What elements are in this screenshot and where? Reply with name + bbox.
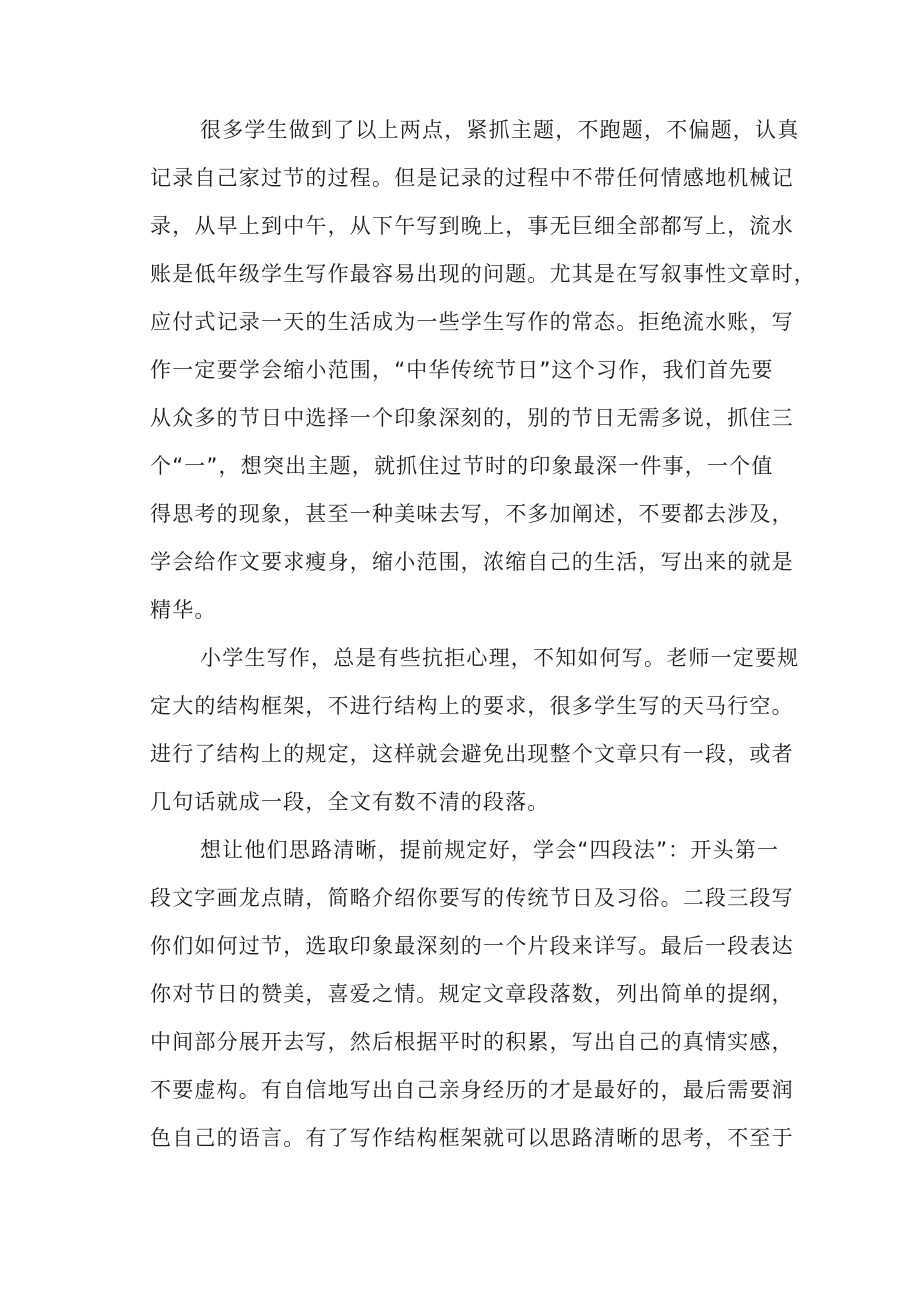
paragraph-2-line-3: 进行了结构上的规定，这样就会避免出现整个文章只有一段，或者 [150,742,794,766]
paragraph-1-line-1: 很多学生做到了以上两点，紧抓主题，不跑题，不偏题，认真 [200,118,800,142]
paragraph-1-line-8: 个“一”，想突出主题，就抓住过节时的印象最深一件事，一个值 [150,454,774,478]
paragraph-1-line-3: 录，从早上到中午，从下午写到晚上，事无巨细全部都写上，流水 [150,214,794,238]
paragraph-1-line-5: 应付式记录一天的生活成为一些学生写作的常态。拒绝流水账，写 [150,310,794,334]
paragraph-1-line-4: 账是低年级学生写作最容易出现的问题。尤其是在写叙事性文章时， [150,262,816,286]
paragraph-3-line-5: 中间部分展开去写，然后根据平时的积累，写出自己的真情实感， [150,1030,794,1054]
paragraph-2-line-2: 定大的结构框架，不进行结构上的要求，很多学生写的天马行空。 [150,694,794,718]
paragraph-1-line-9: 得思考的现象，甚至一种美味去写，不多加阐述，不要都去涉及， [150,502,794,526]
paragraph-1-line-10: 学会给作文要求瘦身，缩小范围，浓缩自己的生活，写出来的就是 [150,550,794,574]
paragraph-1-line-11: 精华。 [150,598,217,622]
paragraph-3-line-3: 你们如何过节，选取印象最深刻的一个片段来详写。最后一段表达 [150,934,794,958]
paragraph-3-line-6: 不要虚构。有自信地写出自己亲身经历的才是最好的，最后需要润 [150,1078,794,1102]
paragraph-1-line-6: 作一定要学会缩小范围，“中华传统节日”这个习作，我们首先要 [150,358,774,382]
paragraph-1-line-7: 从众多的节日中选择一个印象深刻的，别的节日无需多说，抓住三 [150,406,794,430]
paragraph-3-line-2: 段文字画龙点睛，简略介绍你要写的传统节日及习俗。二段三段写 [150,886,794,910]
paragraph-3-line-7: 色自己的语言。有了写作结构框架就可以思路清晰的思考，不至于 [150,1126,794,1150]
paragraph-2-line-4: 几句话就成一段，全文有数不清的段落。 [150,790,550,814]
paragraph-1-line-2: 记录自己家过节的过程。但是记录的过程中不带任何情感地机械记 [150,166,794,190]
paragraph-2-line-1: 小学生写作，总是有些抗拒心理，不知如何写。老师一定要规 [200,646,800,670]
paragraph-3-line-1: 想让他们思路清晰，提前规定好，学会“四段法”：开头第一 [200,838,780,862]
paragraph-3-line-4: 你对节日的赞美，喜爱之情。规定文章段落数，列出简单的提纲， [150,982,794,1006]
